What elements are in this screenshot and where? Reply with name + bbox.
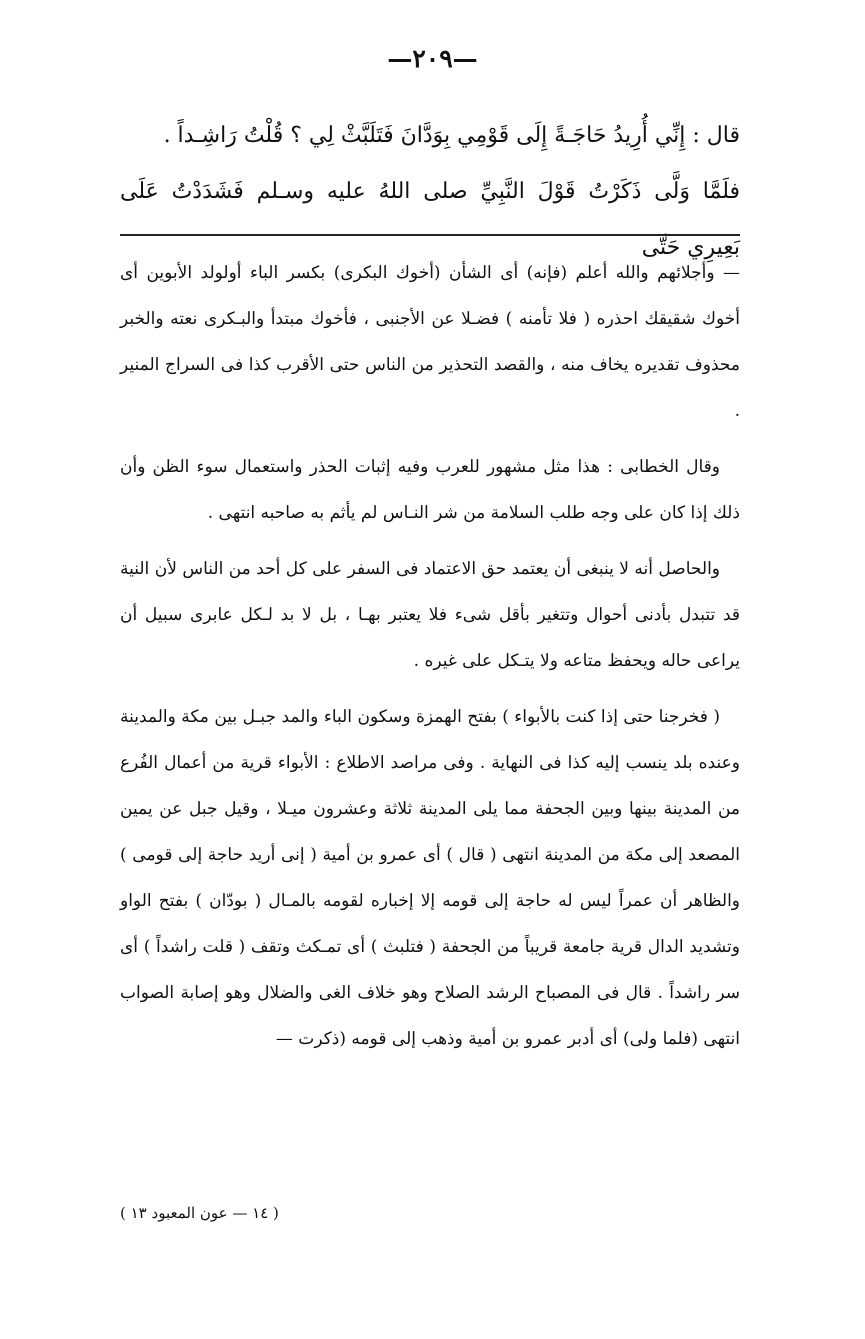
- section-divider: [120, 234, 740, 236]
- signature-mark: ( ١٤ — عون المعبود ١٣ ): [120, 1204, 279, 1222]
- page-number: —٢٠٩—: [387, 44, 478, 73]
- commentary-paragraph: — وأجلائهم والله أعلم (فإنه) أى الشأن (أخوك البكرى) بكسر الباء أولولد الأبوين أى أخوك شقيقك احذره ( فلا تأمنه ) فضـلا عن الأجنبى ، فأخوك مبتدأ والبـكرى نعته والخبر محذوف تقديره يخاف منه ، والقصد التحذير من الناس حتى الأقرب كذا فى السراج المنير .: [120, 263, 740, 421]
- commentary-text: [120, 250, 740, 1072]
- commentary-paragraph: وقال الخطابى : هذا مثل مشهور للعرب وفيه إثبات الحذر واستعمال سوء الظن وأن ذلك إذا كان على وجه طلب السلامة من شر النـاس لم يأثم به صاحبه انتهى .: [120, 457, 740, 523]
- commentary-paragraph: والحاصل أنه لا ينبغى أن يعتمد حق الاعتماد فى السفر على كل أحد من الناس لأن النية قد تتبدل بأدنى أحوال وتتغير بأقل شىء فلا يعتبر بهـا ، بل لا بد لـكل عابرى سبيل أن يراعى حاله ويحفظ متاعه ولا يتـكل على غيره .: [120, 559, 740, 671]
- hadith-line: قال : إِنِّي أُرِيدُ حَاجَـةً إِلَى قَوْمِي بِوَدَّانَ فَتَلَبَّثْ لِي ؟ قُلْتُ رَاشِـداً .: [163, 123, 740, 148]
- hadith-line: فلَمَّا وَلَّى ذَكَرْتُ قَوْلَ النَّبِيِّ صلى اللهُ عليه وسـلم فَشَدَدْتُ عَلَى بَعِيرِي حَتَّى: [120, 179, 740, 260]
- commentary-paragraph: ( فخرجنا حتى إذا كنت بالأبواء ) بفتح الهمزة وسكون الباء والمد جبـل بين مكة والمدينة وعنده بلد ينسب إليه كذا فى النهاية . وفى مراصد الاطلاع : الأبواء قرية من أعمال الفُرع من المدينة بينها وبين الجحفة مما يلى المدينة ثلاثة وعشرون ميـلا ، وقيل جبل عن يمين المصعد إلى مكة من المدينة انتهى ( قال ) أى عمرو بن أمية ( إنى أريد حاجة إلى قومى ) والظاهر أن عمراً ليس له حاجة إلى قومه إلا إخباره لقومه بالمـال ( بودّان ) بفتح الواو وتشديد الدال قرية جامعة قريباً من الجحفة ( فتلبث ) أى تمـكث وتقف ( قلت راشداً ) أى سر راشداً . قال فى المصباح الرشد الصلاح وهو خلاف الغى والضلال وهو إصابة الصواب انتهى (فلما ولى) أى أدبر عمرو بن أمية وذهب إلى قومه (ذكرت —: [120, 707, 740, 1049]
